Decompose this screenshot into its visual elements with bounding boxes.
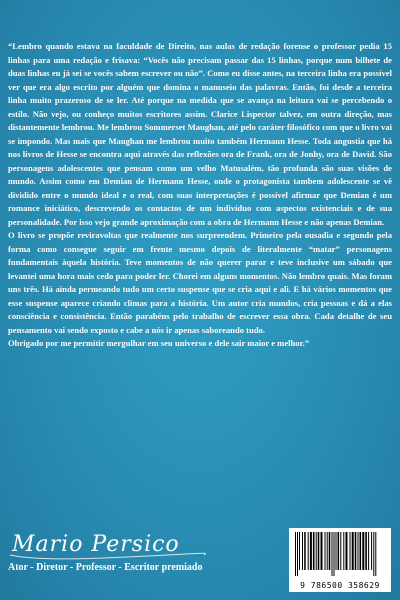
barcode-bar xyxy=(325,532,326,570)
signature-graphic xyxy=(8,519,268,563)
barcode-bar xyxy=(297,532,298,576)
barcode-bar xyxy=(304,532,306,570)
signature-name: Mario Persico xyxy=(12,532,180,557)
barcode-bar xyxy=(329,532,331,570)
barcode-bar xyxy=(318,532,320,570)
barcode-bar xyxy=(365,532,367,570)
barcode-bar xyxy=(355,532,357,570)
barcode-bar xyxy=(332,532,333,576)
barcode-bar xyxy=(375,532,376,576)
review-paragraph-2: O livro se propõe reviravoltas que realmente nos surpreendem. Primeiro pela ousadia e segundo pela forma como consegue seguir em frente mesmo depois de literalmente “matar” personagens fundamentais àquela história. Teve momentos de não querer parar e teve inclusive um sábado que levantei uma hora mais cedo para poder ler. Chorei em alguns momentos. Não lembro quais. Mas foram uns três. Há ainda permeando tudo um certo suspense que se cria aqui e ali. E há vários momentos que esse suspense aparece criando climas para a história. Um autor cria mundos, cria pessoas e dá a elas consciência e consistência. Então parabéns pelo trabalho de escrever essa obra. Cada detalhe de seu pensamento vai sendo exposto e cabe a nós ir apenas saboreando tudo. xyxy=(8,230,392,335)
barcode-bar xyxy=(334,532,335,576)
barcode-bar xyxy=(343,532,344,570)
barcode-bar xyxy=(302,532,303,570)
barcode-bar xyxy=(321,532,323,570)
barcode-bar xyxy=(350,532,351,570)
barcode-bar xyxy=(371,532,372,570)
barcode-bar xyxy=(308,532,309,570)
isbn-number: 9 786500 358629 xyxy=(300,581,380,590)
barcode-bar xyxy=(338,532,340,570)
barcode-bar xyxy=(352,532,354,570)
review-paragraph-3: Obrigado por me permitir mergulhar em seu universo e dele sair maior e melhor.” xyxy=(8,338,310,348)
barcode-bar xyxy=(295,532,296,576)
barcode-bar xyxy=(299,532,300,570)
review-text xyxy=(8,40,392,351)
barcode-bar xyxy=(310,532,312,570)
barcode-bar xyxy=(313,532,315,570)
barcode-bar xyxy=(362,532,364,570)
barcode-bar xyxy=(360,532,362,570)
barcode-bar xyxy=(336,532,337,570)
barcode-bar xyxy=(373,532,374,576)
barcode-bars xyxy=(289,528,391,578)
isbn-barcode xyxy=(289,528,391,592)
review-paragraph-1: “Lembro quando estava na faculdade de Direito, nas aulas de redação forense o professor pedia 15 linhas para uma redação e frisava: “Vocês não precisam passar das 15 linhas, porque num bilhete de duas linhas eu já sei se vocês sabem escrever ou não”. Como eu disse antes, na terceira linha era possível ver que era algo escrito por alguém que domina o manuseio das palavras. Então, foi desde a terceira linha muito prazeroso de se ler. Até porque na medida que se avança na leitura vai se percebendo o estilo. Não vejo, ou conheço muitos escritores assim. Clarice Lispector talvez, em outra direção, mas distantemente lembrou. Me lembrou Sommerset Maughan, até pelo caráter filosófico com que o livro vai se impondo. Mas mais que Maughan me lembrou muito também Hermann Hesse. Toda angustia que há nos livros de Hesse se encontra aqui através das reflexões ora de Frank, ora de Jonhy, ora de David. São personagens adolescentes que pensam como um velho Matusalém, tão profunda são suas visões de mundo. Assim como em Demian de Hermann Hesse, onde o protagonista tambem adolescente se vê dividido entre o mundo ideal e o real, com suas interpretações é possível afirmar que Demian é um romance iniciático, descrevendo os contactos de um indivíduo com aspectos existenciais e de sua personalidade. Por isso vejo grande aproximação com a obra de Hermann Hesse e não apenas Demian. xyxy=(8,41,392,227)
barcode-bar xyxy=(327,532,328,570)
barcode-bar xyxy=(340,532,341,570)
barcode-bar xyxy=(316,532,317,570)
barcode-bar xyxy=(368,532,369,570)
barcode-bar xyxy=(358,532,359,570)
author-tagline: Ator - Diretor - Professor - Escritor premiado xyxy=(8,562,203,573)
author-signature xyxy=(8,519,268,563)
barcode-bar xyxy=(346,532,348,570)
